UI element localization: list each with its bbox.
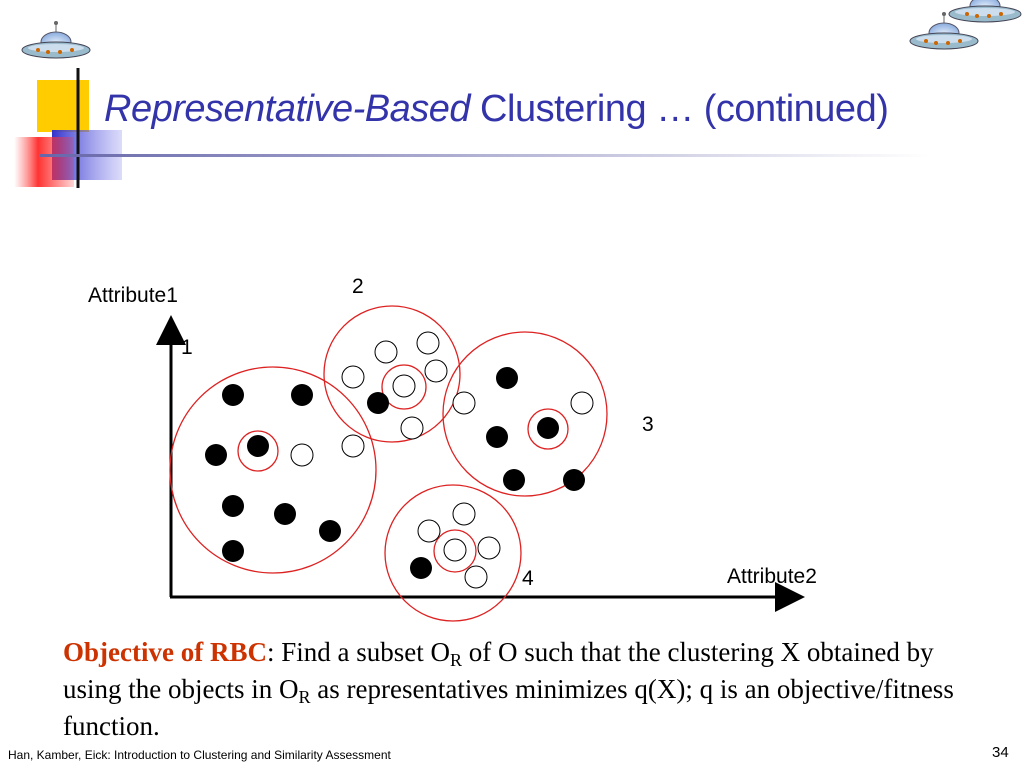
hollow-point xyxy=(425,360,447,382)
subscript: R xyxy=(298,687,311,707)
page-number: 34 xyxy=(992,744,1009,761)
hollow-point xyxy=(375,341,397,363)
filled-point xyxy=(222,540,244,562)
filled-point xyxy=(503,469,525,491)
filled-point xyxy=(496,367,518,389)
objective-text xyxy=(63,634,983,745)
filled-point xyxy=(247,435,269,457)
objective-heading: Objective of RBC xyxy=(63,637,267,667)
filled-point xyxy=(222,384,244,406)
filled-point xyxy=(205,444,227,466)
hollow-point xyxy=(342,366,364,388)
objective-part: : Find a subset O xyxy=(266,637,450,667)
subscript: R xyxy=(449,650,462,670)
filled-point xyxy=(563,469,585,491)
cluster-label-4: 4 xyxy=(522,567,534,590)
cluster-label-3: 3 xyxy=(642,413,654,436)
filled-point xyxy=(367,392,389,414)
cluster-label-2: 2 xyxy=(352,275,364,298)
hollow-point xyxy=(444,539,466,561)
y-axis-label: Attribute1 xyxy=(88,284,178,307)
objective-part: of O such that the clustering X obtained by using the objects in O xyxy=(63,637,934,704)
x-axis-label: Attribute2 xyxy=(727,565,817,588)
hollow-point xyxy=(401,417,423,439)
hollow-point xyxy=(417,332,439,354)
hollow-point xyxy=(393,375,415,397)
title-italic: Representative-Based xyxy=(104,88,470,130)
filled-point xyxy=(222,495,244,517)
hollow-point xyxy=(465,566,487,588)
objective-part: as representatives minimizes q(X); q is an objective/fitness function. xyxy=(63,674,954,741)
filled-point xyxy=(486,426,508,448)
cluster-circle xyxy=(170,367,376,573)
hollow-point xyxy=(571,392,593,414)
hollow-point xyxy=(342,435,364,457)
filled-point xyxy=(274,503,296,525)
filled-point xyxy=(319,520,341,542)
footer-text: Han, Kamber, Eick: Introduction to Clustering and Similarity Assessment xyxy=(8,748,391,762)
title-rest: Clustering … (continued) xyxy=(470,88,889,130)
hollow-point xyxy=(291,444,313,466)
hollow-point xyxy=(453,503,475,525)
hollow-point xyxy=(478,537,500,559)
hollow-point xyxy=(453,392,475,414)
filled-point xyxy=(410,557,432,579)
filled-point xyxy=(291,384,313,406)
filled-point xyxy=(537,417,559,439)
hollow-point xyxy=(418,520,440,542)
cluster-label-1: 1 xyxy=(181,336,193,359)
